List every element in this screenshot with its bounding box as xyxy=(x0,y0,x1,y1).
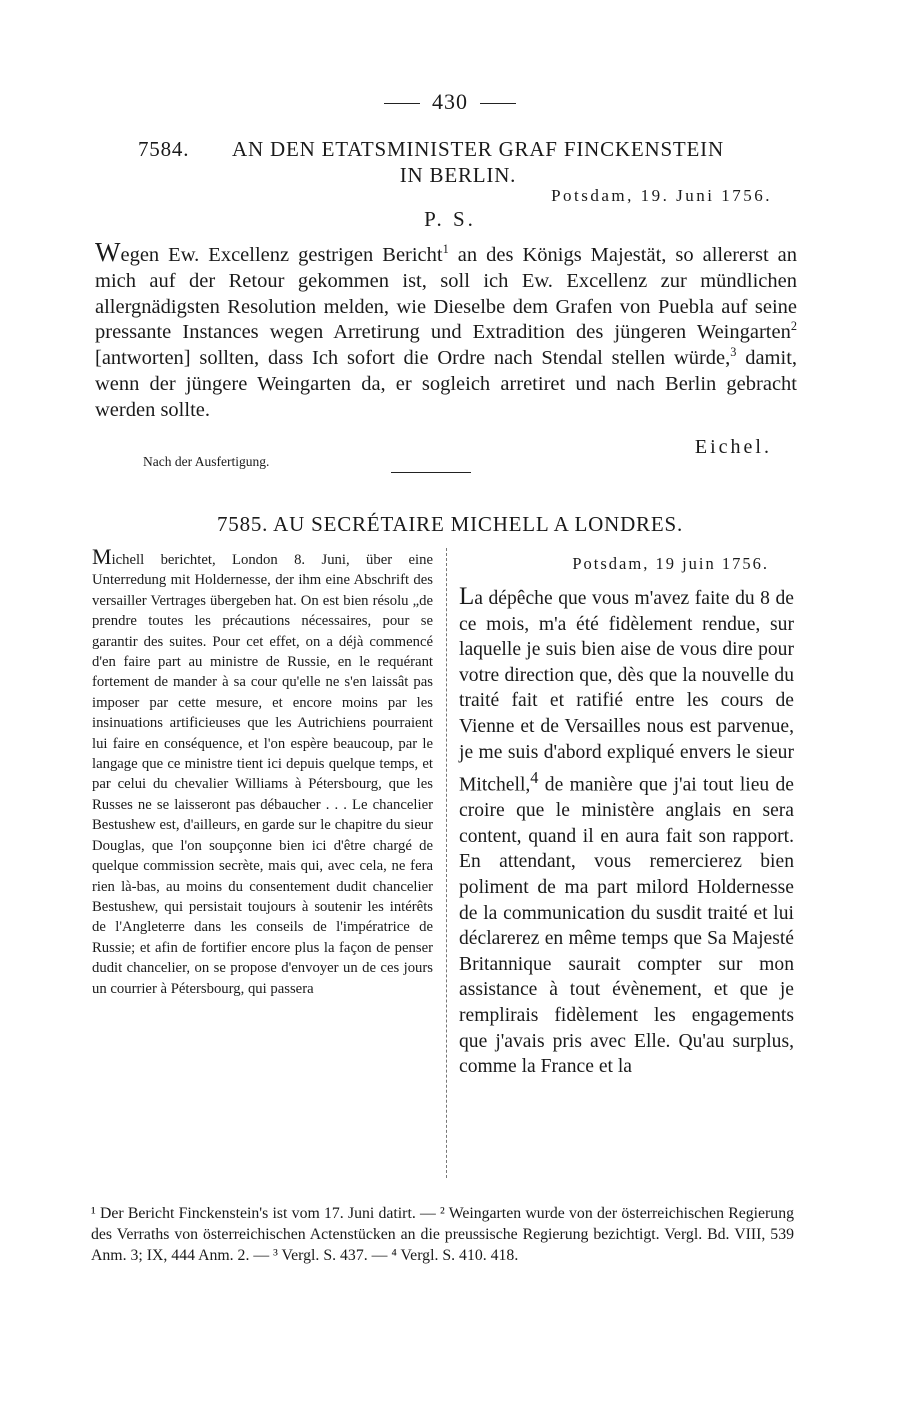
doc1-body: Wegen Ew. Excellenz gestrigen Bericht$^1$ an des Königs Majestät, so allererst an mich auf der Retour gekommen ist, soll ich Ew. Excellenz zur mündlichen allergnädigsten Resolution melden, wie Dieselbe dem Grafen von Puebla auf seine pressante Instances wegen Arretirung und Extradition des jüngeren Weingarten$^2$ [antworten] sollten, dass Ich sofort die Ordre nach Stendal stellen würde,$^3$ damit, wenn der jüngere Weingarten da, er sogleich arretiret und nach Berlin gebracht werden sollte. xyxy=(95,237,798,421)
column-divider xyxy=(446,548,447,1178)
footnote-ref-2: 2 xyxy=(790,319,797,334)
doc1-postscript-label: P. S. xyxy=(424,207,476,231)
doc1-source-note: Nach der Ausfertigung. xyxy=(143,454,270,469)
page-number-dash-right xyxy=(480,103,516,104)
doc1-number: 7584. xyxy=(138,137,190,161)
section-divider-rule xyxy=(391,472,471,473)
doc1-heading xyxy=(138,136,778,188)
footnote-ref-3: 3 xyxy=(730,345,737,360)
doc1-place-date: Potsdam, 19. Juni 1756. xyxy=(551,186,772,205)
page-number: 430 xyxy=(0,89,900,115)
doc2-heading: 7585. AU SECRÉTAIRE MICHELL A LONDRES. xyxy=(216,512,684,536)
doc1-title-line1: AN DEN ETATSMINISTER GRAF FINCKENSTEIN xyxy=(232,137,724,161)
footnote-ref-4: 4 xyxy=(530,768,539,788)
doc2-body: La dépêche que vous m'avez faite du 8 de ce mois, m'a été fidèlement rendue, sur laquelle je suis bien aise de vous dire pour votre direction que, dès que la nouvelle du traité fait et ratifié entre les cours de Vienne et de Versailles nous est parvenue, je me suis d'abord expliqué envers le sieur Mitchell,$^4$ de manière que j'ai tout lieu de croire que le ministère anglais en sera content, quand il en aura fait son rapport. En attendant, vous remercierez bien poliment de ma part milord Holdernesse de la communication du susdit traité et lui déclarerez en même temps que Sa Majesté Britannique saurait compter sur mon assistance à tout évènement, et que je remplirais fidèlement les engagements que j'avais pris avec Elle. Qu'au surplus, comme la France et la xyxy=(459,583,794,1078)
footnotes: ¹ Der Bericht Finckenstein's ist vom 17. Juni datirt. — ² Weingarten wurde von der österreichischen Regierung des Verraths von österreichischen Actenstücken an die preussische Regierung bezichtigt. Vergl. Bd. VIII, 539 Anm. 3; IX, 444 Anm. 2. — ³ Vergl. S. 437. — ⁴ Vergl. S. 410. 418. xyxy=(91,1205,794,1264)
doc1-title-line2: IN BERLIN. xyxy=(399,163,517,187)
doc2-initial: L xyxy=(459,583,475,610)
doc2-place-date: Potsdam, 19 juin 1756. xyxy=(572,554,769,573)
page-number-dash-left xyxy=(384,103,420,104)
doc1-signature: Eichel. xyxy=(694,436,772,458)
doc2-summary-initial: M xyxy=(92,544,112,569)
doc2-summary: Michell berichtet, London 8. Juni, über eine Unterredung mit Holdernesse, der ihm eine Abschrift des versailler Vertrages übergeben hat. On est bien résolu „de prendre toutes les précautions nécessaires, pour se garantir des suites. Pour cet effet, on a déjà commencé d'en faire part au ministre de Russie, en le requérant fortement de mander à sa cour qu'elle ne s'en laissât pas imposer par cette mesure, et encore moins par les insinuations artificieuses que les Autrichiens pourraient lui faire en conséquence, et l'on espère beaucoup, par le langage que ce ministre tient ici depuis quelque temps, et par celui du chevalier Williams à Pétersbourg, que les Russes ne se laisseront pas débaucher . . . Le chancelier Bestushew est, d'ailleurs, en garde sur le chapitre du sieur Douglas, que l'on soupçonne bien ici d'être chargé de quelque commission secrète, mais qui, avec cela, ne fera rien là-bas, au moins du consentement dudit chancelier Bestushew, qui persistait toujours à soutenir les intérêts de l'Angleterre dans les conseils de l'impératrice de Russie; et afin de fortifier encore plus la façon de penser dudit chancelier, on se propose d'envoyer un de ces jours un courrier à Pétersbourg, qui passera xyxy=(92,544,433,997)
footnote-ref-1: 1 xyxy=(442,242,449,257)
doc1-initial: W xyxy=(95,237,121,267)
